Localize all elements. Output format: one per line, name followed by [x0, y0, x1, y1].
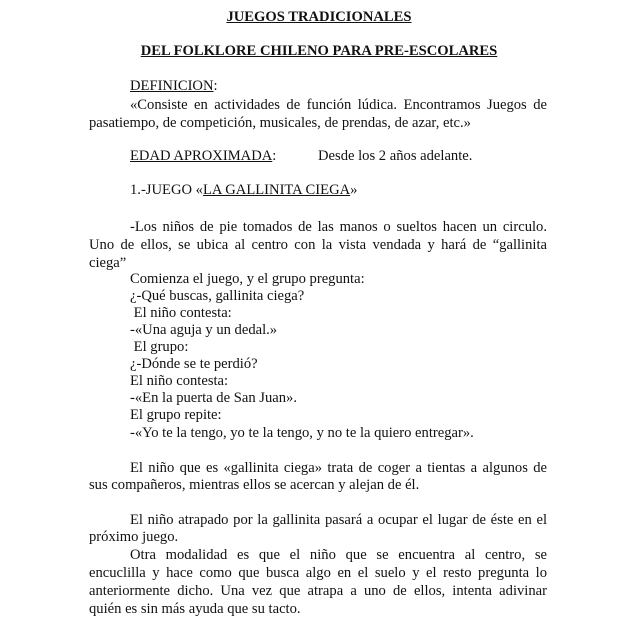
- intro-line-1: -Los niños de pie tomados de las manos o sueltos hacen un circulo.: [130, 219, 547, 235]
- dialog-line: -«Yo te la tengo, yo te la tengo, y no te la quiero entregar».: [130, 425, 474, 441]
- title-line-2: DEL FOLKLORE CHILENO PARA PRE-ESCOLARES: [140, 43, 498, 59]
- definicion-colon: :: [213, 78, 218, 94]
- edad-value: Desde los 2 años adelante.: [318, 148, 473, 164]
- dialog-line: -«En la puerta de San Juan».: [130, 390, 297, 406]
- paragraph-2-line-2: próximo juego.: [89, 529, 179, 545]
- edad-colon: :: [272, 148, 277, 164]
- edad-row: [130, 147, 276, 165]
- juego-heading: [130, 181, 357, 199]
- juego-suffix: »: [350, 182, 358, 198]
- dialog-line: Comienza el juego, y el grupo pregunta:: [130, 271, 365, 287]
- edad-label: EDAD APROXIMADA: [130, 148, 273, 164]
- dialog-line: ¿-Dónde se te perdió?: [130, 356, 258, 372]
- paragraph-3-line-1: Otra modalidad es que el niño que se encuentra al centro, se: [130, 547, 547, 563]
- definicion-text-line-2: pasatiempo, de competición, musicales, de prendas, de azar, etc.»: [89, 115, 471, 131]
- dialog-line: ¿-Qué buscas, gallinita ciega?: [130, 288, 305, 304]
- definicion-text-line-1: «Consiste en actividades de función lúdica. Encontramos Juegos de: [130, 97, 547, 113]
- juego-prefix: 1.-JUEGO «: [130, 182, 203, 198]
- juego-name: LA GALLINITA CIEGA: [202, 182, 351, 198]
- definicion-heading: [130, 77, 218, 95]
- title-line-1: JUEGOS TRADICIONALES: [226, 9, 412, 25]
- dialog-line: El niño contesta:: [130, 305, 232, 321]
- intro-line-3: ciega”: [89, 255, 127, 271]
- dialog-line: El grupo:: [130, 339, 189, 355]
- paragraph-2-line-1: El niño atrapado por la gallinita pasará a ocupar el lugar de éste en el: [130, 512, 547, 528]
- definicion-label: DEFINICION: [130, 78, 214, 94]
- dialog-line: El grupo repite:: [130, 407, 222, 423]
- paragraph-3-line-2: encuclilla y hace como que busca algo en el suelo y el resto pregunta lo: [89, 565, 547, 581]
- paragraph-3-line-3: anteriormente dicho. Una vez que atrapa a uno de ellos, intenta adivinar: [89, 583, 547, 599]
- dialog-line: El niño contesta:: [130, 373, 229, 389]
- paragraph-1-line-1: El niño que es «gallinita ciega» trata de coger a tientas a algunos de: [130, 460, 547, 476]
- paragraph-3-line-4: quién es sin más ayuda que su tacto.: [89, 601, 301, 617]
- paragraph-1-line-2: sus compañeros, mientras ellos se acercan y alejan de él.: [89, 477, 420, 493]
- dialog-line: -«Una aguja y un dedal.»: [130, 322, 278, 338]
- intro-line-2: Uno de ellos, se ubica al centro con la vista vendada y hará de “gallinita: [89, 237, 547, 253]
